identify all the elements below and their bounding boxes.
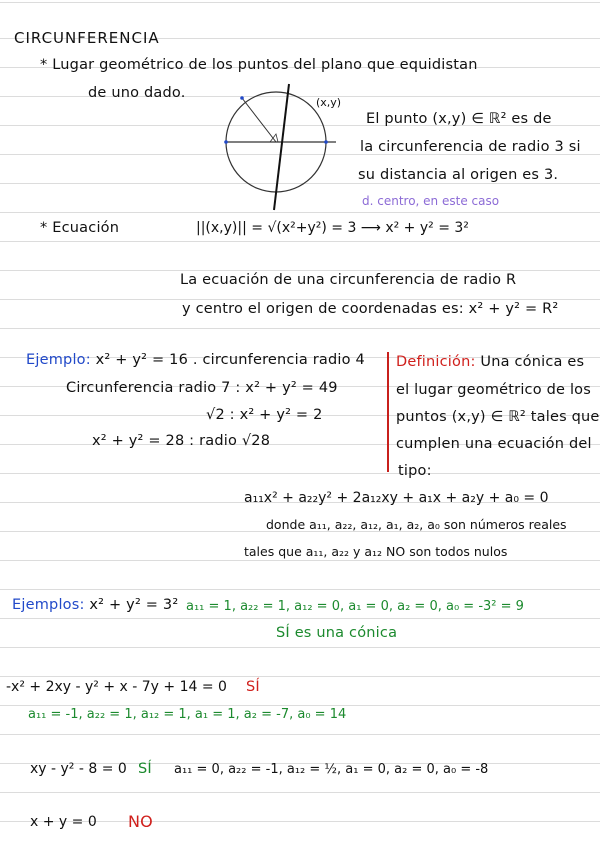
ejemplos-label: Ejemplos: bbox=[12, 597, 85, 613]
definicion-line-3: puntos (x,y) ∈ ℝ² tales que bbox=[396, 409, 600, 425]
note-line-3: su distancia al origen es 3. bbox=[358, 167, 559, 183]
note-aside: d. centro, en este caso bbox=[362, 194, 500, 208]
red-divider bbox=[387, 352, 389, 472]
ecuacion-formula: ||(x,y)|| = √(x²+y²) = 3 ⟶ x² + y² = 3² bbox=[196, 220, 469, 236]
general-line-2: y centro el origen de coordenadas es: x² + y² = R² bbox=[182, 301, 559, 317]
ejemplos-verdict: SÍ es una cónica bbox=[276, 625, 398, 641]
ex2-verdict: SÍ bbox=[246, 679, 260, 695]
conic-where: donde a₁₁, a₂₂, a₁₂, a₁, a₂, a₀ son números reales bbox=[266, 517, 567, 532]
ejemplo-label: Ejemplo: bbox=[26, 352, 91, 368]
conic-equation: a₁₁x² + a₂₂y² + 2a₁₂xy + a₁x + a₂y + a₀ = 0 bbox=[244, 490, 549, 506]
definition-text-1: Lugar geométrico de los puntos del plano que equidistan bbox=[52, 57, 478, 73]
ejemplo-line-3: √2 : x² + y² = 2 bbox=[206, 407, 323, 423]
definicion-line-1 bbox=[396, 355, 584, 371]
definicion-text-1: Una cónica es bbox=[480, 354, 585, 370]
ejemplo-line-1 bbox=[26, 353, 365, 369]
ex4-equation: x + y = 0 bbox=[30, 814, 97, 830]
ex3-verdict: SÍ bbox=[138, 761, 152, 777]
ejemplos-coeffs: a₁₁ = 1, a₂₂ = 1, a₁₂ = 0, a₁ = 0, a₂ = 0, a₀ = -3² = 9 bbox=[186, 599, 524, 614]
note-line-1: El punto (x,y) ∈ ℝ² es de bbox=[366, 111, 552, 127]
definition-line-2: de uno dado. bbox=[88, 85, 186, 101]
ejemplo-line-4: x² + y² = 28 : radio √28 bbox=[92, 433, 271, 449]
point-label: (x,y) bbox=[316, 96, 342, 109]
definicion-line-5: tipo: bbox=[398, 463, 432, 479]
ejemplo-text-1: x² + y² = 16 . circunferencia radio 4 bbox=[95, 352, 365, 368]
definicion-line-4: cumplen una ecuación del bbox=[396, 436, 592, 452]
ejemplos-equation: x² + y² = 3² bbox=[89, 597, 179, 613]
page-title: CIRCUNFERENCIA bbox=[14, 29, 160, 47]
definicion-label: Definición: bbox=[396, 354, 476, 370]
ex3-coeffs: a₁₁ = 0, a₂₂ = -1, a₁₂ = ½, a₁ = 0, a₂ = 0, a₀ = -8 bbox=[174, 762, 489, 777]
definicion-line-2: el lugar geométrico de los bbox=[396, 382, 591, 398]
ejemplo-line-2: Circunferencia radio 7 : x² + y² = 49 bbox=[66, 380, 338, 396]
ex3-equation: xy - y² - 8 = 0 bbox=[30, 761, 127, 777]
bullet-star: * bbox=[40, 57, 48, 73]
definition-line-1 bbox=[40, 58, 478, 74]
ex2-coeffs: a₁₁ = -1, a₂₂ = 1, a₁₂ = 1, a₁ = 1, a₂ = -7, a₀ = 14 bbox=[28, 707, 347, 722]
note-line-2: la circunferencia de radio 3 si bbox=[360, 139, 581, 155]
ex2-equation: -x² + 2xy - y² + x - 7y + 14 = 0 bbox=[6, 679, 227, 695]
ejemplos-line bbox=[12, 598, 178, 614]
ex4-verdict: NO bbox=[128, 812, 153, 831]
conic-tales: tales que a₁₁, a₂₂ y a₁₂ NO son todos nulos bbox=[244, 544, 508, 559]
general-line-1: La ecuación de una circunferencia de radio R bbox=[180, 272, 517, 288]
ecuacion-label: * Ecuación bbox=[40, 220, 120, 236]
